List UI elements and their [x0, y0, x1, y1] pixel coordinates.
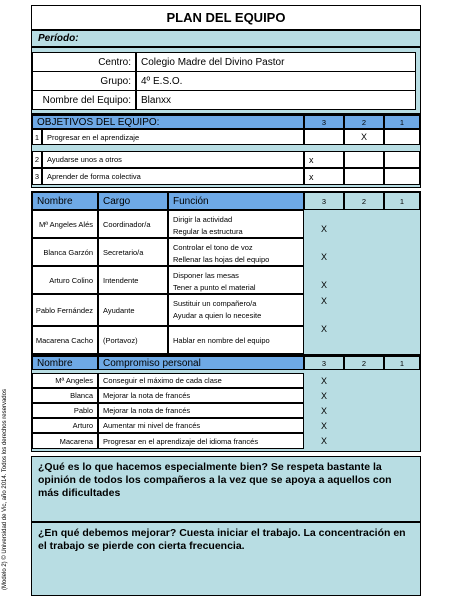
roles-score-3: 3	[304, 192, 344, 210]
objective-text: Ayudarse unos a otros	[42, 151, 304, 168]
info-label-centro: Centro:	[32, 52, 136, 72]
info-label-grupo: Grupo:	[32, 71, 136, 91]
objective-mark: x	[304, 151, 344, 168]
commitments-score-2: 2	[344, 356, 384, 370]
roles-header-cargo: Cargo	[98, 192, 168, 210]
commitment-text: Aumentar mi nivel de francés	[98, 418, 304, 433]
role-mark: X	[320, 296, 327, 306]
commitment-text: Mejorar la nota de francés	[98, 403, 304, 418]
periodo-label: Período:	[38, 33, 79, 44]
objective-num: 1	[32, 129, 42, 145]
role-name: Blanca Garzón	[32, 238, 98, 266]
objective-mark	[384, 129, 420, 145]
role-mark: X	[320, 224, 327, 234]
role-mark: X	[320, 252, 327, 262]
objective-mark	[344, 151, 384, 168]
role-funcion-line: Hablar en nombre del equipo	[173, 335, 270, 345]
role-funcion-line: Sustituir un compañero/a	[173, 299, 257, 308]
commitment-mark: X	[320, 420, 327, 431]
roles-score-2: 2	[344, 192, 384, 210]
role-name: Mª Angeles Alés	[32, 210, 98, 238]
role-funcion	[168, 238, 304, 266]
objective-num: 3	[32, 168, 42, 185]
commitment-name: Blanca	[32, 388, 98, 403]
info-label-equipo: Nombre del Equipo:	[32, 90, 136, 110]
objectives-section	[31, 114, 421, 188]
copyright-note: (Modelo 2) © Universidad de Vic, año 2014. Todos los derechos reservados	[2, 389, 8, 590]
commitment-name: Pablo	[32, 403, 98, 418]
objective-mark	[304, 129, 344, 145]
role-name: Arturo Colino	[32, 266, 98, 294]
role-funcion	[168, 210, 304, 238]
question-box-improve: ¿En qué debemos mejorar? Cuesta iniciar el trabajo. La concentración en el trabajo se pierde con cierta frecuencia.	[31, 522, 421, 596]
info-value-equipo: Blanxx	[136, 90, 416, 110]
objective-num: 2	[32, 151, 42, 168]
role-name: Pablo Fernández	[32, 294, 98, 326]
role-cargo: Secretario/a	[98, 238, 168, 266]
commitments-section	[31, 355, 421, 452]
role-funcion-line: Dirigir la actividad	[173, 215, 233, 224]
role-funcion-line: Disponer las mesas	[173, 271, 239, 280]
commitment-name: Arturo	[32, 418, 98, 433]
roles-section	[31, 191, 421, 355]
roles-header-name: Nombre	[32, 192, 98, 210]
role-cargo: Ayudante	[98, 294, 168, 326]
role-cargo: Intendente	[98, 266, 168, 294]
commitment-name: Macarena	[32, 433, 98, 449]
role-name: Macarena Cacho	[32, 326, 98, 354]
page-title: PLAN DEL EQUIPO	[31, 5, 421, 30]
info-value-centro: Colegio Madre del Divino Pastor	[136, 52, 416, 72]
objective-mark: X	[344, 129, 384, 145]
commitment-mark: X	[320, 375, 327, 386]
commitment-text: Mejorar la nota de francés	[98, 388, 304, 403]
objective-text: Aprender de forma colectiva	[42, 168, 304, 185]
role-funcion-line: Rellenar las hojas del equipo	[173, 255, 270, 264]
objectives-score-3: 3	[304, 115, 344, 129]
role-cargo: (Portavoz)	[98, 326, 168, 354]
periodo-bar	[31, 30, 421, 47]
objective-mark	[344, 168, 384, 185]
role-funcion-line: Tener a punto el material	[173, 283, 256, 292]
role-funcion-line: Controlar el tono de voz	[173, 243, 253, 252]
commitment-mark: X	[320, 405, 327, 416]
role-funcion-line: Ayudar a quien lo necesite	[173, 311, 262, 320]
commitment-text: Progresar en el aprendizaje del idioma francés	[98, 433, 304, 449]
question-box-strengths: ¿Qué es lo que hacemos especialmente bien? Se respeta bastante la opinión de todos los compañeros a la vez que se apoya a aquellos con más dificultades	[31, 456, 421, 522]
objectives-score-1: 1	[384, 115, 420, 129]
commitment-name: Mª Angeles	[32, 373, 98, 388]
commitment-mark: X	[320, 436, 327, 446]
info-value-grupo: 4º E.S.O.	[136, 71, 416, 91]
objectives-score-2: 2	[344, 115, 384, 129]
info-section	[31, 47, 421, 114]
role-funcion	[168, 294, 304, 326]
objectives-header: OBJETIVOS DEL EQUIPO:	[32, 115, 304, 129]
commitment-mark: X	[320, 390, 327, 401]
role-mark: X	[320, 324, 327, 334]
role-cargo: Coordinador/a	[98, 210, 168, 238]
objective-mark	[384, 151, 420, 168]
commitment-text: Conseguir el máximo de cada clase	[98, 373, 304, 388]
commitments-header-name: Nombre	[32, 356, 98, 370]
roles-score-1: 1	[384, 192, 420, 210]
objective-text: Progresar en el aprendizaje	[42, 129, 304, 145]
role-funcion	[168, 326, 304, 354]
objective-mark	[384, 168, 420, 185]
commitments-score-3: 3	[304, 356, 344, 370]
roles-header-funcion: Función	[168, 192, 304, 210]
objective-mark: x	[304, 168, 344, 185]
commitments-score-1: 1	[384, 356, 420, 370]
role-mark: X	[320, 280, 327, 290]
commitments-header-compromiso: Compromiso personal	[98, 356, 304, 370]
role-funcion-line: Regular la estructura	[173, 227, 243, 236]
role-funcion	[168, 266, 304, 294]
